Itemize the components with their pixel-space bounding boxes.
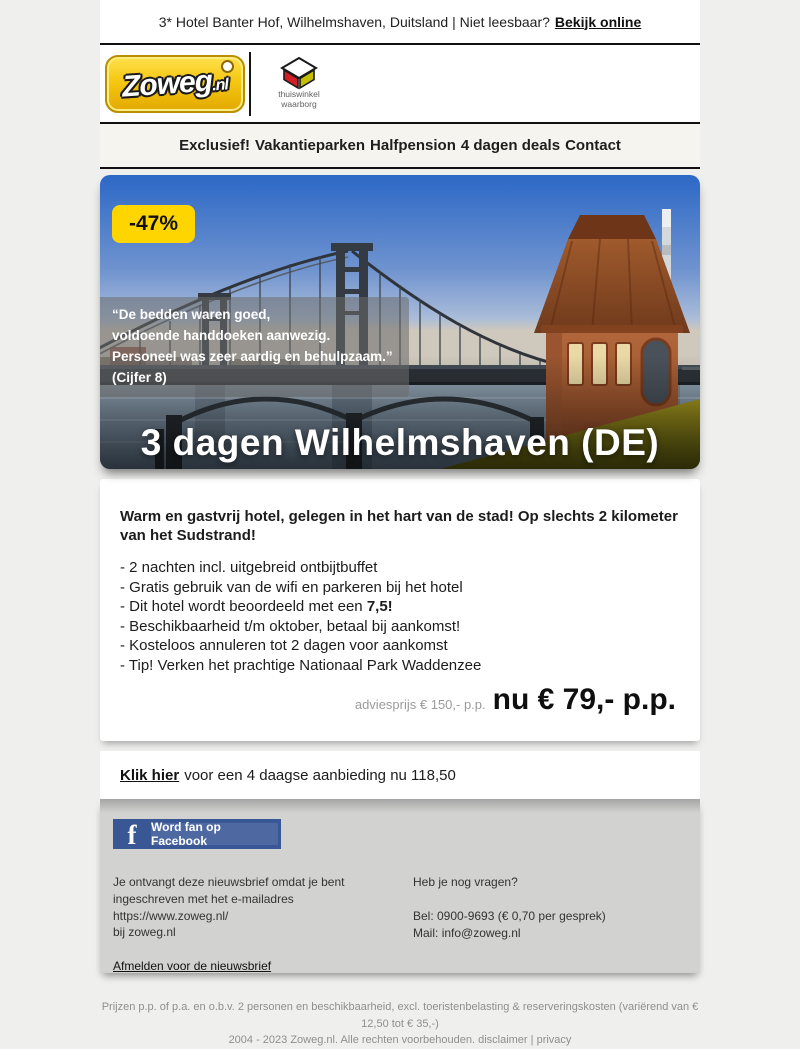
legal-line2: 2004 - 2023 Zoweg.nl. Alle rechten voorbehouden. disclaimer | privacy — [228, 1034, 572, 1046]
nav-item-exclusief[interactable]: Exclusief! — [179, 137, 250, 154]
zoweg-logo-text: Zoweg.nl — [121, 63, 229, 104]
unsubscribe-link[interactable]: Afmelden voor de nieuwsbrief — [113, 959, 272, 974]
old-price: adviesprijs € 150,- p.p. — [354, 697, 486, 713]
cta-section — [100, 751, 700, 799]
header-divider — [249, 52, 251, 116]
keyring-hole-icon — [221, 60, 234, 73]
thuiswinkel-waarborg-badge[interactable] — [263, 57, 335, 110]
newsletter-info: Je ontvangt deze nieuwsbrief omdat je bent ingeschreven met het e-mailadres https://www.zoweg.nl/ bij zoweg.nl Afmelden voor de nieuwsbrief — [113, 875, 345, 974]
offer-bullet: - Tip! Verken het prachtige Nationaal Park Waddenzee — [120, 656, 482, 674]
cert-label-line1: thuiswinkel — [278, 89, 320, 100]
preheader-text: 3* Hotel Banter Hof, Wilhelmshaven, Duitsland | Niet leesbaar? — [158, 13, 550, 30]
preheader-bar — [100, 0, 700, 45]
nav-item-4-dagen-deals[interactable]: 4 dagen deals — [460, 137, 561, 154]
legal-line1: Prijzen p.p. of p.a. en o.b.v. 2 personen en beschikbaarheid, excl. toeristenbelasting & reserveringskosten (variërend van € 12,50 tot € 35,-) — [101, 1001, 699, 1030]
deal-title: 3 dagen Wilhelmshaven (DE) — [140, 422, 660, 463]
footer — [100, 799, 700, 973]
facebook-fan-button[interactable] — [113, 819, 281, 849]
zoweg-logo[interactable] — [105, 55, 245, 113]
thuiswinkel-house-icon — [280, 57, 318, 90]
hero-deal-image[interactable] — [100, 175, 700, 469]
disclaimer-link[interactable]: disclaimer — [478, 1034, 528, 1046]
view-online-link[interactable]: Bekijk online — [554, 13, 642, 30]
current-price: nu € 79,- p.p. — [492, 683, 676, 717]
facebook-button-label: Word fan op Facebook — [151, 823, 278, 845]
price-row — [120, 683, 680, 717]
facebook-icon: f — [127, 820, 137, 850]
legal-disclaimer — [100, 999, 700, 1049]
nav-item-halfpension[interactable]: Halfpension — [370, 137, 456, 154]
privacy-link[interactable]: privacy — [536, 1034, 572, 1046]
cta-text: voor een 4 daagse aanbieding nu 118,50 — [184, 766, 456, 784]
offer-bullet: - Kosteloos annuleren tot 2 dagen voor aankomst — [120, 637, 448, 655]
nav-item-vakantieparken[interactable]: Vakantieparken — [254, 137, 366, 154]
cert-label-line2: waarborg — [281, 99, 317, 109]
questions-heading: Heb je nog vragen? — [413, 875, 518, 889]
mail-link[interactable]: info@zoweg.nl — [441, 925, 521, 940]
offer-heading: Warm en gastvrij hotel, gelegen in het hart van de stad! Op slechts 2 kilometer van het Sudstrand! — [120, 508, 678, 545]
nav-item-contact[interactable]: Contact — [565, 137, 621, 154]
header — [100, 45, 700, 122]
guest-review-quote: “De bedden waren goed, voldoende handdoeken aanwezig. Personeel was zeer aardig en behulpzaam.” (Cijfer 8) — [100, 297, 409, 397]
phone-line: Bel: 0900-9693 (€ 0,70 per gesprek) — [413, 908, 606, 923]
rating-value: 7,5! — [366, 598, 393, 616]
offer-bullet: - Dit hotel wordt beoordeeld met een 7,5! — [120, 598, 393, 616]
contact-info — [413, 874, 606, 975]
klik-hier-link[interactable]: Klik hier — [120, 766, 180, 784]
mail-line: Mail: info@zoweg.nl — [413, 925, 521, 940]
discount-badge: -47% — [112, 205, 195, 243]
email-body — [100, 0, 700, 1049]
nav-bar — [100, 122, 700, 169]
offer-bullet: - Beschikbaarheid t/m oktober, betaal bij aankomst! — [120, 617, 461, 635]
offer-bullet: - Gratis gebruik van de wifi en parkeren bij het hotel — [120, 578, 463, 596]
offer-bullet: - 2 nachten incl. uitgebreid ontbijtbuffet — [120, 559, 378, 577]
offer-section — [100, 479, 700, 741]
